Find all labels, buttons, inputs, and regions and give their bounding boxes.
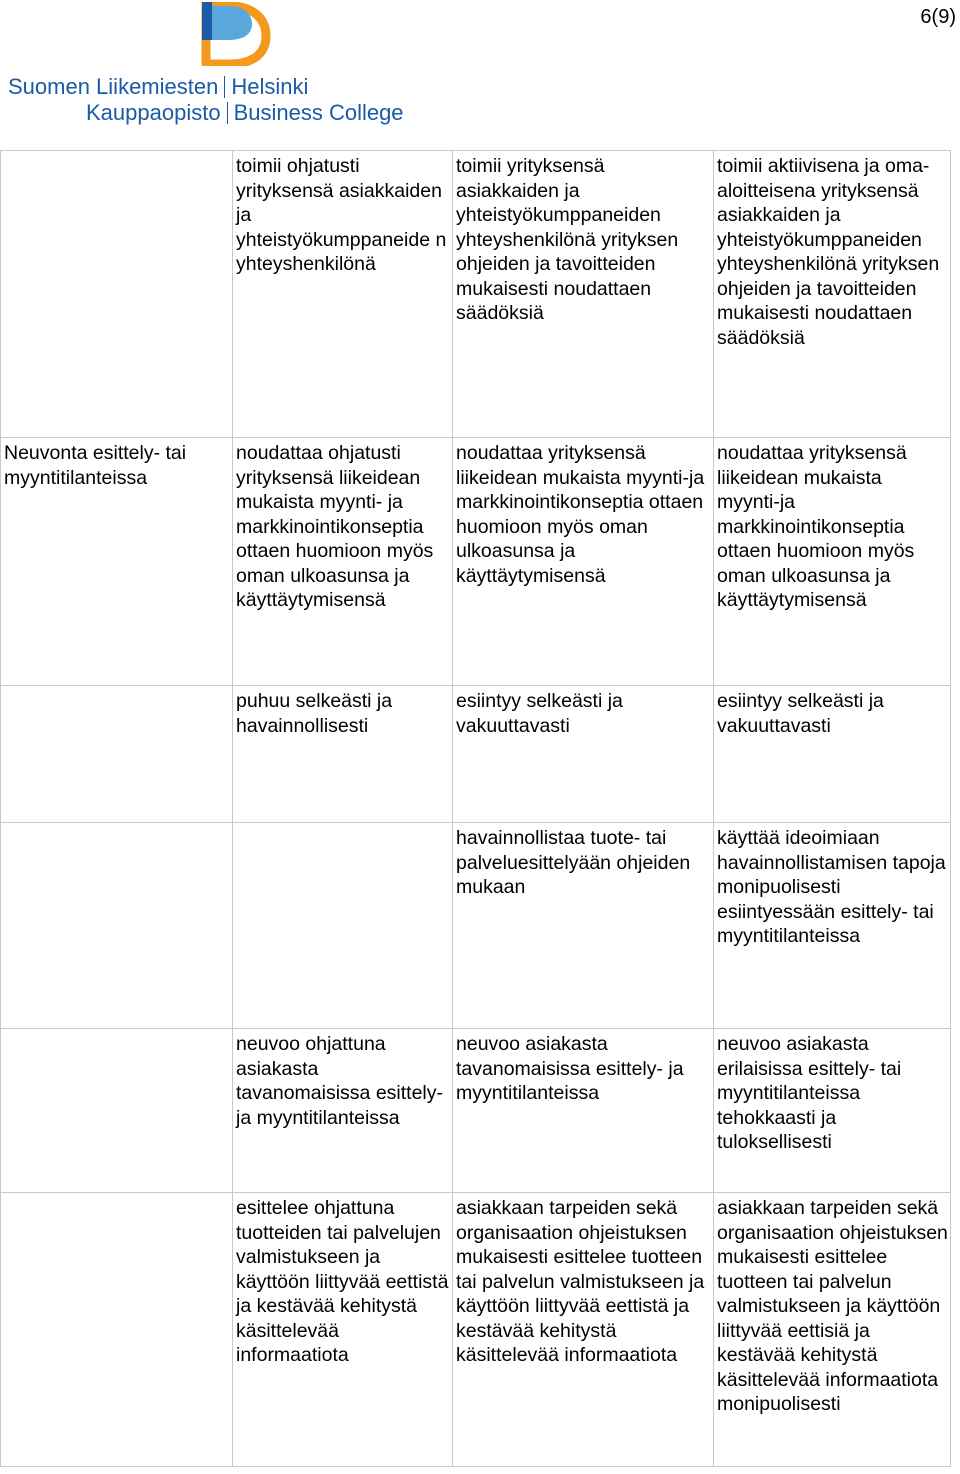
logo-separator: [227, 102, 228, 124]
criteria-text: käyttää ideoimiaan havainnollistamisen tapoja monipuolisesti esiintyessään esittely- tai myyntitilanteissa: [717, 827, 946, 947]
logo-text-english-2: Business College: [233, 100, 404, 125]
logo-text-finnish-2: Kauppaopisto: [86, 100, 221, 125]
criteria-text: esiintyy selkeästi ja vakuuttavasti: [456, 690, 623, 737]
criteria-cell-level2: [453, 1193, 714, 1467]
criteria-cell-level3: [714, 1029, 951, 1193]
school-logo: [0, 0, 420, 140]
criteria-cell-level2: [453, 151, 714, 438]
row-label-cell: [1, 438, 233, 686]
row-label: Neuvonta esittely- tai myyntitilanteissa: [4, 442, 187, 489]
criteria-text: neuvoo asiakasta tavanomaisissa esittely- ja myyntitilanteissa: [456, 1033, 684, 1104]
table-row: [1, 823, 951, 1029]
criteria-cell-level1: [233, 438, 453, 686]
table-row: [1, 438, 951, 686]
row-label-cell: [1, 151, 233, 438]
criteria-text: toimii aktiivisena ja oma-aloitteisena yrityksensä asiakkaiden ja yhteistyökumppaneiden yhteyshenkilönä yrityksen ohjeiden ja tavoitteiden mukaisesti noudattaen säädöksiä: [717, 155, 940, 349]
row-label-cell: [1, 823, 233, 1029]
criteria-text: noudattaa yrityksensä liikeidean mukaista myynti-ja markkinointikonseptia ottaen huomioon myös oman ulkoasunsa ja käyttäytymisensä: [717, 442, 915, 611]
criteria-text: asiakkaan tarpeiden sekä organisaation ohjeistuksen mukaisesti esittelee tuotteen tai palvelun valmistukseen ja käyttöön liittyvää eettisiä ja kestävää kehitystä käsittelevää informaatiota monipuolisesti: [717, 1197, 948, 1415]
criteria-cell-level3: [714, 151, 951, 438]
criteria-text: neuvoo asiakasta erilaisissa esittely- tai myyntitilanteissa tehokkaasti ja tuloksellisesti: [717, 1033, 902, 1153]
logo-text-finnish-1: Suomen Liikemiesten: [8, 74, 219, 99]
criteria-cell-level2: [453, 1029, 714, 1193]
logo-text-line2: [86, 100, 404, 126]
table-row: [1, 1029, 951, 1193]
row-label-cell: [1, 1193, 233, 1467]
row-label-cell: [1, 686, 233, 823]
criteria-cell-level2: [453, 438, 714, 686]
criteria-text: toimii ohjatusti yrityksensä asiakkaiden ja yhteistyökumppaneide n yhteyshenkilönä: [236, 155, 447, 275]
row-label-cell: [1, 1029, 233, 1193]
criteria-cell-level3: [714, 438, 951, 686]
criteria-text: noudattaa ohjatusti yrityksensä liikeidean mukaista myynti- ja markkinointikonseptia ottaen huomioon myös oman ulkoasunsa ja käyttäytymisensä: [236, 442, 434, 611]
table-row: [1, 151, 951, 438]
criteria-cell-level1: [233, 1029, 453, 1193]
criteria-cell-level2: [453, 823, 714, 1029]
logo-separator: [224, 76, 225, 98]
criteria-text: neuvoo ohjattuna asiakasta tavanomaisissa esittely- ja myyntitilanteissa: [236, 1033, 443, 1129]
criteria-text: asiakkaan tarpeiden sekä organisaation ohjeistuksen mukaisesti esittelee tuotteen tai palvelun valmistukseen ja käyttöön liittyvää eettistä ja kestävää kehitystä käsittelevää informaatiota: [456, 1197, 705, 1366]
page-number: 6(9): [920, 6, 956, 28]
criteria-cell-level3: [714, 1193, 951, 1467]
criteria-text: puhuu selkeästi ja havainnollisesti: [236, 690, 393, 737]
criteria-text: havainnollistaa tuote- tai palveluesittelyään ohjeiden mukaan: [456, 827, 691, 898]
criteria-text: noudattaa yrityksensä liikeidean mukaista myynti-ja markkinointikonseptia ottaen huomioon myös oman ulkoasunsa ja käyttäytymisensä: [456, 442, 705, 587]
assessment-criteria-table: [0, 150, 951, 1467]
criteria-cell-level2: [453, 686, 714, 823]
criteria-text: esittelee ohjattuna tuotteiden tai palvelujen valmistukseen ja käyttöön liittyvää eettistä ja kestävää kehitystä käsittelevää informaatiota: [236, 1197, 449, 1366]
criteria-cell-level1: [233, 151, 453, 438]
logo-text-english-1: Helsinki: [231, 74, 309, 99]
logo-mark-icon: [200, 2, 272, 66]
criteria-cell-level1: [233, 823, 453, 1029]
table-row: [1, 1193, 951, 1467]
criteria-cell-level1: [233, 1193, 453, 1467]
table-row: [1, 686, 951, 823]
criteria-cell-level3: [714, 823, 951, 1029]
criteria-cell-level3: [714, 686, 951, 823]
criteria-text: esiintyy selkeästi ja vakuuttavasti: [717, 690, 884, 737]
criteria-cell-level1: [233, 686, 453, 823]
criteria-text: toimii yrityksensä asiakkaiden ja yhteistyökumppaneiden yhteyshenkilönä yrityksen ohjeiden ja tavoitteiden mukaisesti noudattaen säädöksiä: [456, 155, 679, 324]
logo-text-line1: [8, 74, 308, 100]
